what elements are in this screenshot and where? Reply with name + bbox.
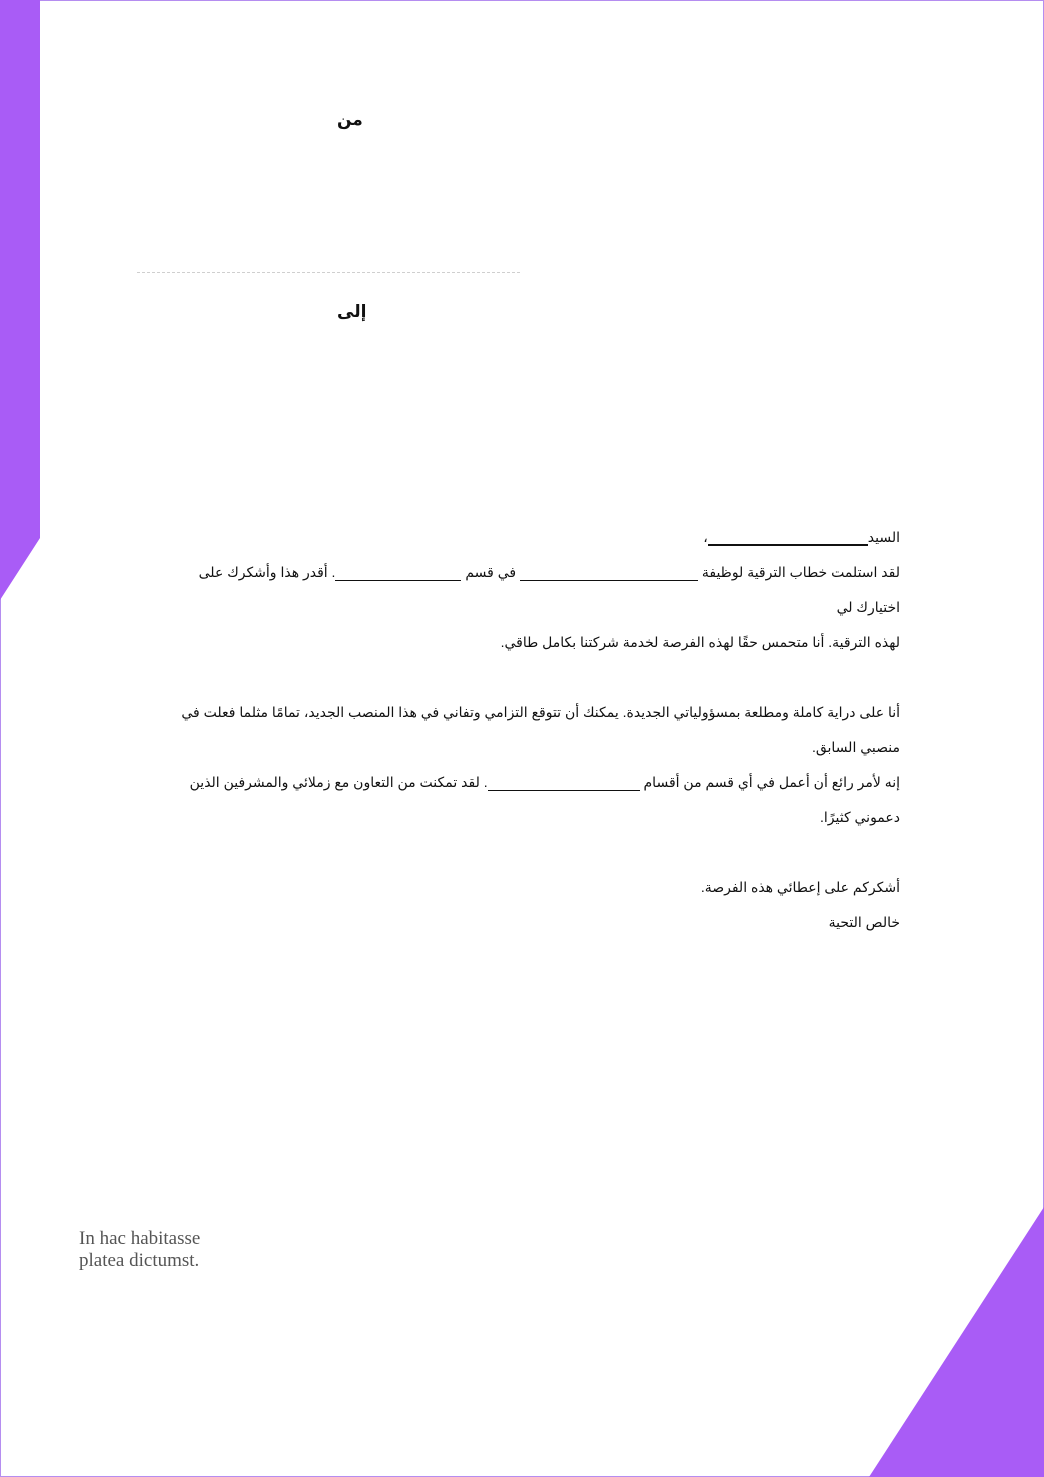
letter-body [160, 520, 900, 940]
salutation-comma: ، [703, 529, 708, 545]
company-blank [488, 776, 640, 791]
footer-line-2: platea dictumst. [79, 1250, 200, 1271]
recipient-heading: إلى [337, 302, 367, 321]
paragraph-1-text-a: لقد استلمت خطاب الترقية لوظيفة [701, 564, 900, 580]
footer-note [79, 1228, 200, 1272]
paragraph-2: أنا على دراية كاملة ومطلعة بمسؤولياتي الجديدة. يمكنك أن تتوقع التزامي وتفاني في هذا المنصب الجديد، تمامًا مثلما فعلت في منصبي السابق. [181, 704, 900, 755]
paragraph-1-text-c: . أقدر هذا وأشكرك على اختيارك لي [198, 564, 900, 615]
left-accent-shape [0, 0, 40, 600]
recipient-name-blank [708, 530, 868, 546]
salutation-line [160, 520, 900, 555]
paragraph-1 [160, 555, 900, 660]
closing-line: خالص التحية [828, 914, 900, 930]
right-accent-shape [869, 1207, 1044, 1477]
paragraph-3 [160, 765, 900, 835]
thanks-line: أشكركم على إعطائي هذه الفرصة. [700, 879, 900, 895]
salutation-text: السيد [867, 529, 900, 545]
sender-heading: من [337, 110, 363, 129]
footer-line-1: In hac habitasse [79, 1228, 201, 1249]
paragraph-3-text-b: . لقد تمكنت من التعاون مع زملائي والمشرفين الذين دعموني كثيرًا. [189, 774, 900, 825]
paragraph-3-text-a: إنه لأمر رائع أن أعمل في أي قسم من أقسام [643, 774, 900, 790]
dashed-divider [137, 272, 520, 273]
position-blank [520, 566, 698, 581]
department-blank [335, 566, 461, 581]
paragraph-1-text-b: في قسم [465, 564, 517, 580]
paragraph-1-text-d: لهذه الترقية. أنا متحمس حقًا لهذه الفرصة لخدمة شركتنا بكامل طاقي. [500, 634, 900, 650]
